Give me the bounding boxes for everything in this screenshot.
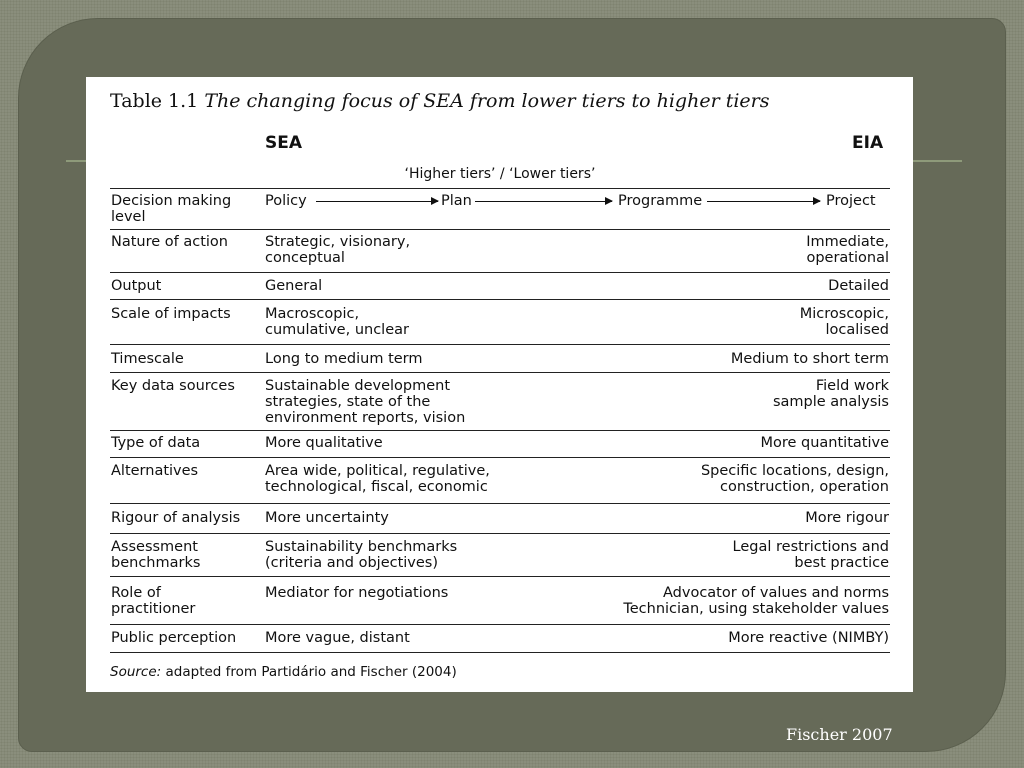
tier-plan: Plan xyxy=(441,193,472,209)
eia-cell: Legal restrictions and best practice xyxy=(732,539,889,571)
sea-cell: Macroscopic, cumulative, unclear xyxy=(265,306,409,338)
table-caption: The changing focus of SEA from lower tiers to higher tiers xyxy=(204,90,770,112)
row-divider xyxy=(110,576,890,577)
row-label: Nature of action xyxy=(111,234,228,250)
row-divider xyxy=(110,188,890,189)
arrow-programme-project xyxy=(707,201,820,202)
row-divider xyxy=(110,299,890,300)
table-title xyxy=(110,90,770,112)
eia-cell: More rigour xyxy=(805,510,889,526)
sea-cell: More vague, distant xyxy=(265,630,410,646)
sea-cell: More qualitative xyxy=(265,435,383,451)
table-number: Table 1.1 xyxy=(110,90,199,112)
row-divider xyxy=(110,372,890,373)
eia-cell: Detailed xyxy=(828,278,889,294)
eia-cell: Medium to short term xyxy=(730,351,889,367)
row-label: Scale of impacts xyxy=(111,306,231,322)
sea-cell: Sustainable development strategies, state of the environment reports, vision xyxy=(265,378,466,426)
row-divider xyxy=(110,624,890,625)
eia-cell: Immediate, operational xyxy=(806,234,889,266)
row-divider xyxy=(110,503,890,504)
sea-cell: Long to medium term xyxy=(265,351,423,367)
row-label: Rigour of analysis xyxy=(111,510,241,526)
eia-cell: Specific locations, design, construction, operation xyxy=(700,463,889,495)
row-divider xyxy=(110,652,890,653)
row-label: Timescale xyxy=(111,351,184,367)
eia-cell: More reactive (NIMBY) xyxy=(728,630,889,646)
sea-cell: Mediator for negotiations xyxy=(265,585,449,601)
sea-header: SEA xyxy=(265,133,303,153)
row-divider xyxy=(110,533,890,534)
row-label: Public perception xyxy=(111,630,237,646)
tiers-subheader: ‘Higher tiers’ / ‘Lower tiers’ xyxy=(404,166,596,182)
row-divider xyxy=(110,430,890,431)
row-divider xyxy=(110,229,890,230)
row-divider xyxy=(110,344,890,345)
decision-label: Decision making level xyxy=(111,193,232,225)
eia-header: EIA xyxy=(852,133,884,153)
row-label: Key data sources xyxy=(111,378,235,394)
credit-text: Fischer 2007 xyxy=(786,725,893,744)
row-divider xyxy=(110,272,890,273)
source-note: Source: adapted from Partidário and Fischer (2004) xyxy=(110,664,457,680)
eia-cell: Field work sample analysis xyxy=(772,378,889,410)
row-label: Type of data xyxy=(111,435,201,451)
tier-project: Project xyxy=(826,193,876,209)
sea-cell: More uncertainty xyxy=(265,510,389,526)
sea-cell: General xyxy=(265,278,323,294)
row-label: Output xyxy=(111,278,162,294)
eia-cell: Microscopic, localised xyxy=(799,306,889,338)
sea-cell: Area wide, political, regulative, technological, fiscal, economic xyxy=(265,463,490,495)
eia-cell: More quantitative xyxy=(760,435,889,451)
sea-cell: Sustainability benchmarks (criteria and objectives) xyxy=(265,539,458,571)
arrow-policy-plan xyxy=(316,201,438,202)
tier-policy: Policy xyxy=(265,193,307,209)
eia-cell: Advocator of values and norms Technician, using stakeholder values xyxy=(623,585,889,617)
arrow-plan-programme xyxy=(475,201,612,202)
row-divider xyxy=(110,457,890,458)
row-label: Alternatives xyxy=(111,463,199,479)
row-label: Role of practitioner xyxy=(111,585,196,617)
tier-programme: Programme xyxy=(618,193,703,209)
row-label: Assessment benchmarks xyxy=(111,539,201,571)
sea-cell: Strategic, visionary, conceptual xyxy=(265,234,411,266)
